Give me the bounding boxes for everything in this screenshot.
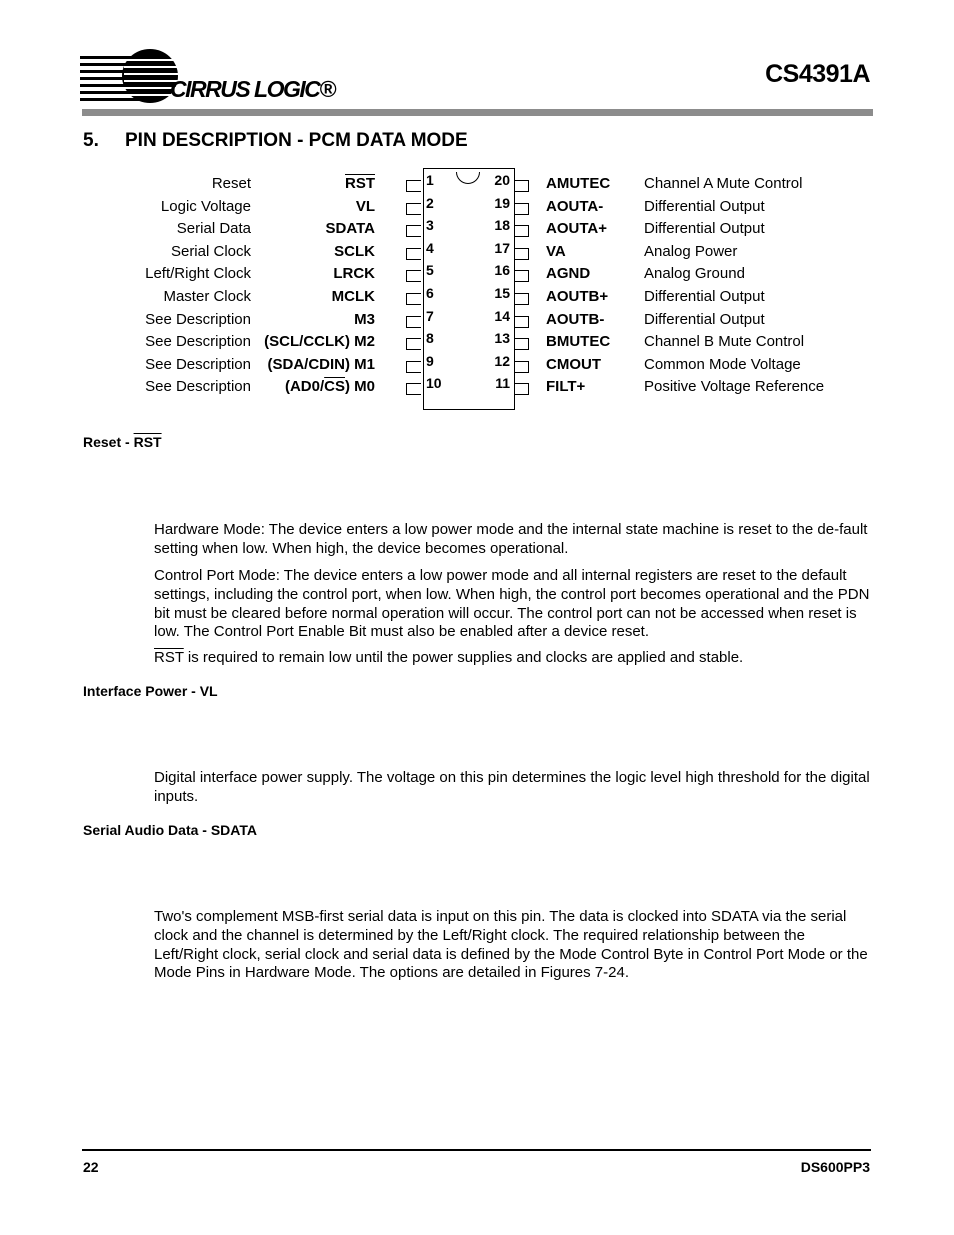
left-pin-number: 9 <box>426 352 434 369</box>
left-pin-description: Reset <box>211 175 251 192</box>
left-pin-number: 4 <box>426 239 434 256</box>
right-pin-description: Common Mode Voltage <box>644 355 801 373</box>
right-pin-lead <box>514 180 529 192</box>
left-pin-number: 7 <box>426 307 434 324</box>
serial-data-text: Two's complement MSB-first serial data is input on this pin. The data is clocked into SDATA via the serial clock and the channel is determined by the Left/Right clock. The required relationship between the Left/Right clock, serial clock and serial data is defined by the Mode Control Byte in Control Port Mode or the Mode Pins in Hardware Mode. The options are detailed in Figures 7-24. <box>154 908 868 982</box>
section-number: 5. <box>83 130 99 151</box>
left-pin-name: MCLK <box>331 288 375 305</box>
pin-row <box>0 352 954 378</box>
header-rule <box>82 109 873 116</box>
pin-row <box>0 194 954 220</box>
section-title: PIN DESCRIPTION - PCM DATA MODE <box>125 130 468 151</box>
right-pin-number: 16 <box>494 262 510 279</box>
left-pin-description: Left/Right Clock <box>145 265 251 283</box>
left-pin-number: 2 <box>426 194 434 211</box>
left-pin-name: SDATA <box>325 220 375 238</box>
pin-row <box>0 172 954 197</box>
reset-note-text: is required to remain low until the power supplies and clocks are applied and stable. <box>183 649 744 666</box>
left-pin-lead <box>406 248 421 260</box>
left-pin-lead <box>406 203 421 215</box>
interface-power-text: Digital interface power supply. The voltage on this pin determines the logic level high threshold for the digital inputs. <box>154 769 870 805</box>
right-pin-name: AOUTA- <box>546 197 604 215</box>
right-pin-name: CMOUT <box>546 355 601 373</box>
left-pin-description: See Description <box>145 355 251 373</box>
right-pin-name: BMUTEC <box>546 333 611 351</box>
left-pin-name: (SCL/CCLK) M2 <box>264 333 375 351</box>
reset-heading-signal: $\overline{RST}$ <box>133 434 162 450</box>
reset-hardware-mode: Hardware Mode: The device enters a low power mode and the internal state machine is reset to the de-fault setting when low. When high, the device becomes operational. <box>154 521 868 557</box>
left-pin-lead <box>406 316 421 328</box>
left-pin-number: 5 <box>426 262 434 279</box>
section-heading <box>83 130 468 152</box>
reset-note-signal: $\overline{RST}$ <box>154 649 184 666</box>
right-pin-name: AOUTB- <box>546 310 605 328</box>
footer-rule <box>82 1149 871 1151</box>
left-pin-lead <box>406 180 421 192</box>
left-pin-lead <box>406 293 421 305</box>
left-pin-name: (SDA/CDIN) M1 <box>267 355 375 373</box>
left-pin-description: Serial Clock <box>170 242 251 260</box>
right-pin-name: FILT+ <box>546 378 586 396</box>
reset-heading-prefix: Reset - <box>83 434 134 450</box>
left-pin-name-suffix: ) M0 <box>345 378 375 396</box>
reset-control-port-mode: Control Port Mode: The device enters a low power mode and all internal registers are reset to the default settings, including the control port, when low. When high, the control port becomes operational and the PDN bit must be cleared before normal operation will occur. The control port can not be accessed when reset is low. The Control Port Enable Bit must also be enabled after a device reset. <box>154 567 870 641</box>
right-pin-lead <box>514 225 529 237</box>
right-pin-description: Channel A Mute Control <box>644 175 803 192</box>
right-pin-lead <box>514 293 529 305</box>
right-pin-number: 12 <box>494 352 510 369</box>
right-pin-number: 17 <box>494 239 510 256</box>
left-pin-lead <box>406 338 421 350</box>
right-pin-name: AMUTEC <box>546 175 611 192</box>
left-pin-name: SCLK <box>334 242 375 260</box>
right-pin-name: AOUTB+ <box>546 288 609 305</box>
left-pin-description: Master Clock <box>163 288 251 305</box>
right-pin-description: Channel B Mute Control <box>644 333 805 351</box>
right-pin-lead <box>514 338 529 350</box>
left-pin-number: 10 <box>426 375 442 392</box>
pin-row <box>0 307 954 333</box>
pin-row <box>0 262 954 287</box>
left-pin-name: LRCK <box>333 265 375 283</box>
pin-row <box>0 217 954 242</box>
right-pin-number: 11 <box>495 375 510 392</box>
right-pin-lead <box>514 316 529 328</box>
left-pin-name-prefix: (AD0/ <box>284 378 325 396</box>
logo-wordmark: CIRRUS LOGIC® <box>170 76 335 102</box>
page-number: 22 <box>83 1159 99 1175</box>
reset-note <box>154 649 872 668</box>
left-pin-lead <box>406 361 421 373</box>
left-pin-description: See Description <box>145 310 251 328</box>
right-pin-lead <box>514 361 529 373</box>
right-pin-description: Differential Output <box>644 220 765 238</box>
left-pin-name: $\overline{RST}$ <box>345 175 375 192</box>
right-pin-lead <box>514 270 529 282</box>
document-id: DS600PP3 <box>800 1159 870 1175</box>
right-pin-description: Analog Power <box>644 242 738 260</box>
right-pin-lead <box>514 248 529 260</box>
pin-row <box>0 330 954 355</box>
cirrus-logic-logo <box>80 46 340 104</box>
right-pin-lead <box>514 203 529 215</box>
right-pin-name: AGND <box>546 265 591 283</box>
right-pin-name: AOUTA+ <box>546 220 607 238</box>
right-pin-number: 20 <box>494 172 510 188</box>
right-pin-description: Analog Ground <box>644 265 745 283</box>
left-pin-number: 8 <box>426 330 434 347</box>
right-pin-number: 13 <box>494 330 510 347</box>
left-pin-name-overline: $\overline{CS}$ <box>324 378 345 396</box>
left-pin-description: Logic Voltage <box>160 197 251 215</box>
pin-row <box>0 285 954 310</box>
left-pin-description: Serial Data <box>176 220 251 238</box>
pin-row <box>0 375 954 400</box>
right-pin-number: 18 <box>494 217 510 234</box>
left-pin-number: 6 <box>426 285 434 301</box>
left-pin-number: 1 <box>426 172 434 188</box>
interface-power-heading: Interface Power - VL <box>83 683 218 699</box>
right-pin-number: 14 <box>494 307 510 324</box>
right-pin-description: Differential Output <box>644 288 765 305</box>
right-pin-name: VA <box>546 242 566 260</box>
reset-heading <box>83 434 162 450</box>
left-pin-description: See Description <box>145 378 251 396</box>
right-pin-lead <box>514 383 529 395</box>
left-pin-lead <box>406 225 421 237</box>
right-pin-description: Differential Output <box>644 197 765 215</box>
right-pin-description: Positive Voltage Reference <box>644 378 825 396</box>
left-pin-name: VL <box>355 197 375 215</box>
left-pin-lead <box>406 383 421 395</box>
left-pin-lead <box>406 270 421 282</box>
document-title: CS4391A <box>765 60 870 88</box>
serial-data-heading: Serial Audio Data - SDATA <box>83 822 257 838</box>
left-pin-name <box>285 378 375 395</box>
right-pin-number: 15 <box>494 285 510 301</box>
right-pin-number: 19 <box>494 194 510 211</box>
left-pin-number: 3 <box>426 217 434 234</box>
left-pin-name: M3 <box>354 310 375 328</box>
left-pin-description: See Description <box>145 333 251 351</box>
right-pin-description: Differential Output <box>644 310 765 328</box>
pin-row <box>0 239 954 265</box>
